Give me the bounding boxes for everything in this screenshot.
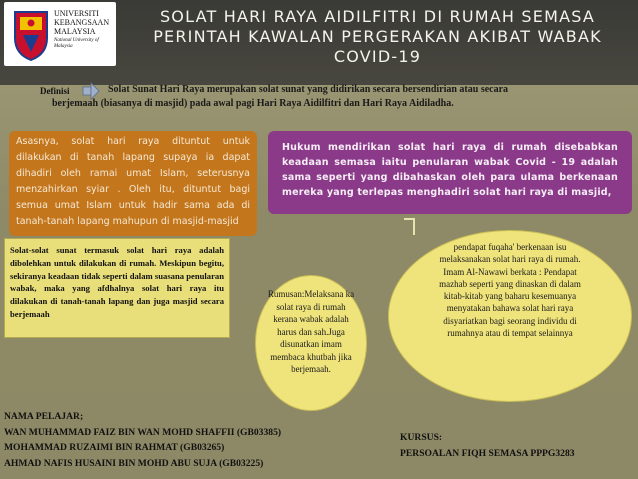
logo-line-2: KEBANGSAAN — [54, 18, 110, 27]
logo-wordmark — [54, 9, 116, 50]
student-list — [4, 409, 384, 471]
logo-line-1: UNIVERSITI — [54, 9, 99, 18]
ukm-crest-logo — [11, 8, 51, 62]
summary-oval — [255, 275, 367, 411]
yellow-box-text: Solat-solat sunat termasuk solat hari raya adalah dibolehkan untuk dilakukan di rumah. Meskipun begitu, sekiranya keadaan tidak seperti dalam suasana penularan wabak, maka yang afdhalnya solat hari raya itu dilakukan di tanah-tanah lapang dan juga masjid secara berjemaah — [10, 245, 224, 319]
bracket-connector — [402, 217, 424, 237]
student-name-3: AHMAD NAFIS HUSAINI BIN MOHD ABU SUJA (GB03225) — [4, 457, 264, 469]
orange-box-text: Asasnya, solat hari raya dituntut untuk dilakukan di tanah lapang supaya ia dapat dihadiri oleh ramai umat Islam, seterusnya menzahirkan syiar . Oleh itu, dituntut bagi semua umat Islam untuk hadir sama ada di tanah-tanah lapang mahupun di masjid-masjid — [16, 136, 250, 227]
student-name-2: MOHAMMAD RUZAIMI BIN RAHMAT (GB03265) — [4, 442, 225, 453]
yellow-info-box — [4, 238, 230, 338]
opinion-oval-text: pendapat fuqaha' berkenaan isu melaksanakan solat hari raya di rumah. Imam Al-Nawawi berkata : Pendapat mazhab seperti yang dinaskan di dalam kitab-kitab yang baharu kesemuanya menyatakan bahawa solat hari raya disyariatkan bagi seorang individu di rumahnya atau di tempat selainnya — [439, 242, 581, 339]
slide-title: SOLAT HARI RAYA AIDILFITRI DI RUMAH SEMASA PERINTAH KAWALAN PERGERAKAN AKIBAT WABAK COVID-19 — [153, 7, 602, 66]
opinion-oval — [388, 230, 632, 402]
definition-text: Solat Sunat Hari Raya merupakan solat sunat yang didirikan secara bersendirian atau secara berjemaah (biasanya di masjid) pada awal pagi Hari Raya Aidilfitri dan Hari Raya Aidiladha. — [52, 84, 509, 109]
logo-subtitle: National University of Malaysia — [54, 38, 99, 49]
logo-line-3: MALAYSIA — [54, 27, 96, 36]
ukm-logo — [4, 2, 116, 66]
definition-label: Definisi — [40, 86, 70, 96]
students-label: NAMA PELAJAR; — [4, 411, 84, 422]
summary-oval-text: Rumusan:Melaksana ka solat raya di rumah kerana wabak adalah harus dan sah.Juga disunatkan imam membaca khutbah jika berjemaah. — [267, 289, 355, 374]
purple-info-box — [268, 131, 632, 214]
course-label: KURSUS: — [400, 432, 443, 443]
arrow-right-icon — [82, 82, 100, 100]
purple-box-text: Hukum mendirikan solat hari raya di rumah disebabkan keadaan semasa iaitu penularan wabak Covid - 19 adalah sama seperti yang dibahaskan oleh para ulama berkenaan mereka yang terlepas menghadiri solat hari raya di masjid, — [282, 142, 618, 198]
course-info — [400, 430, 636, 461]
student-name-1: WAN MUHAMMAD FAIZ BIN WAN MOHD SHAFFII (GB03385) — [4, 426, 282, 438]
course-name: PERSOALAN FIQH SEMASA PPPG3283 — [400, 447, 575, 459]
orange-info-box — [9, 131, 257, 236]
